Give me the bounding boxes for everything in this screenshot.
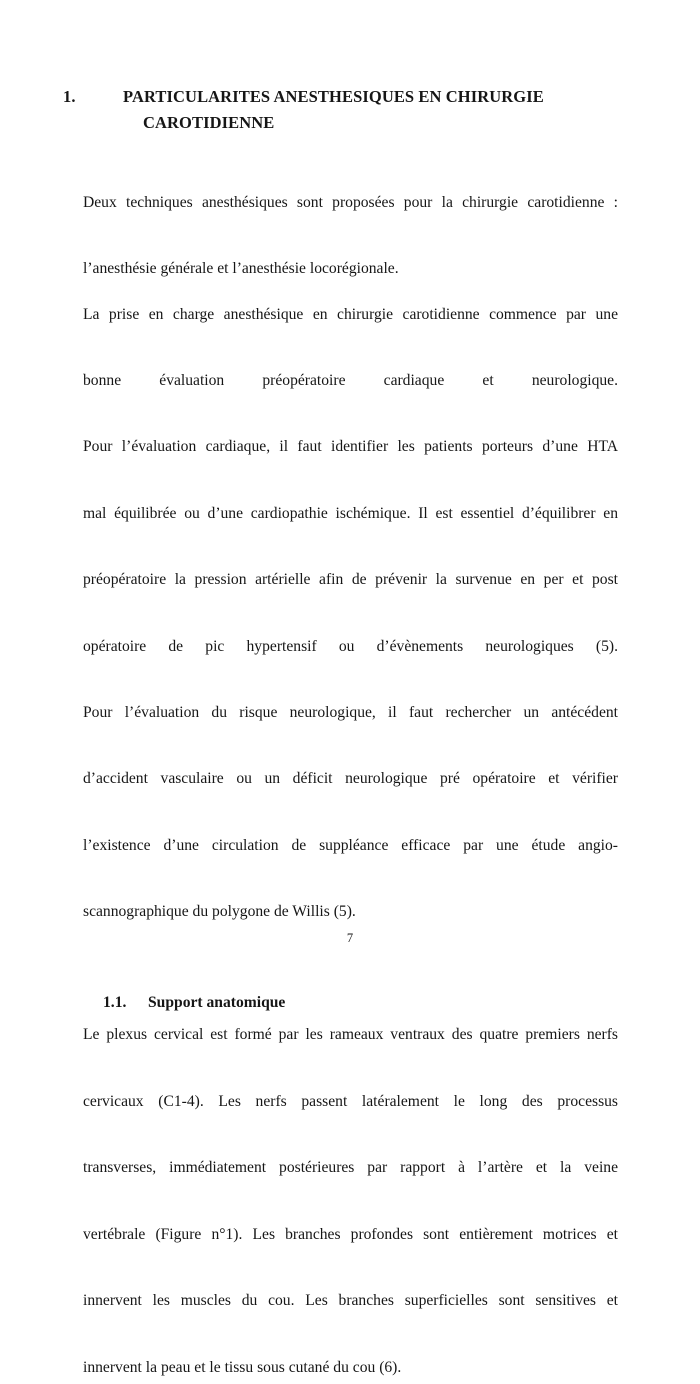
- text-line: Pour l’évaluation du risque neurologique, il faut rechercher un antécédent: [83, 704, 618, 722]
- text-line: l’anesthésie générale et l’anesthésie locorégionale.: [83, 260, 399, 278]
- text-line: préopératoire la pression artérielle afin de prévenir la survenue en per et post: [83, 571, 618, 589]
- paragraph-prise-en-charge: [83, 298, 618, 929]
- text-line: innervent les muscles du cou. Les branches superficielles sont sensitives et: [83, 1292, 618, 1310]
- section-number: 1.1.: [103, 994, 127, 1012]
- text-line: l’existence d’une circulation de suppléance efficace par une étude angio-: [83, 836, 618, 854]
- text-line: transverses, immédiatement postérieures par rapport à l’artère et la veine: [83, 1159, 618, 1177]
- text-line: vertébrale (Figure n°1). Les branches profondes sont entièrement motrices et: [83, 1225, 618, 1243]
- chapter-heading: [63, 84, 673, 136]
- chapter-number: 1.: [63, 87, 76, 106]
- section-heading: [83, 988, 618, 1018]
- section-title-text: Support anatomique: [148, 994, 286, 1012]
- text-line: Pour l’évaluation cardiaque, il faut identifier les patients porteurs d’une HTA: [83, 438, 618, 456]
- text-line: bonne évaluation préopératoire cardiaque et neurologique.: [83, 372, 618, 390]
- page-number-footer: 7: [346, 931, 354, 945]
- spacer-after-title: [83, 136, 618, 186]
- text-line: cervicaux (C1-4). Les nerfs passent latéralement le long des processus: [83, 1092, 618, 1110]
- chapter-title-line-1: PARTICULARITES ANESTHESIQUES EN CHIRURGIE: [123, 87, 544, 106]
- spacer-between-paragraphs: [83, 286, 618, 298]
- paragraph-intro: [83, 186, 618, 286]
- text-line: La prise en charge anesthésique en chirurgie carotidienne commence par une: [83, 305, 618, 323]
- text-line: Deux techniques anesthésiques sont proposées pour la chirurgie carotidienne :: [83, 194, 618, 211]
- paragraph-support-anatomique: [83, 1018, 618, 1383]
- text-line: d’accident vasculaire ou un déficit neurologique pré opératoire et vérifier: [83, 770, 618, 788]
- text-line: opératoire de pic hypertensif ou d’évènements neurologiques (5).: [83, 637, 618, 655]
- text-line: innervent la peau et le tissu sous cutané du cou (6).: [83, 1358, 402, 1376]
- page-content: [63, 84, 618, 1384]
- text-line: scannographique du polygone de Willis (5).: [83, 903, 356, 921]
- text-line: mal équilibrée ou d’une cardiopathie ischémique. Il est essentiel d’équilibrer en: [83, 504, 618, 522]
- text-line: Le plexus cervical est formé par les rameaux ventraux des quatre premiers nerfs: [83, 1026, 618, 1044]
- chapter-title-line-2: CAROTIDIENNE: [143, 113, 275, 132]
